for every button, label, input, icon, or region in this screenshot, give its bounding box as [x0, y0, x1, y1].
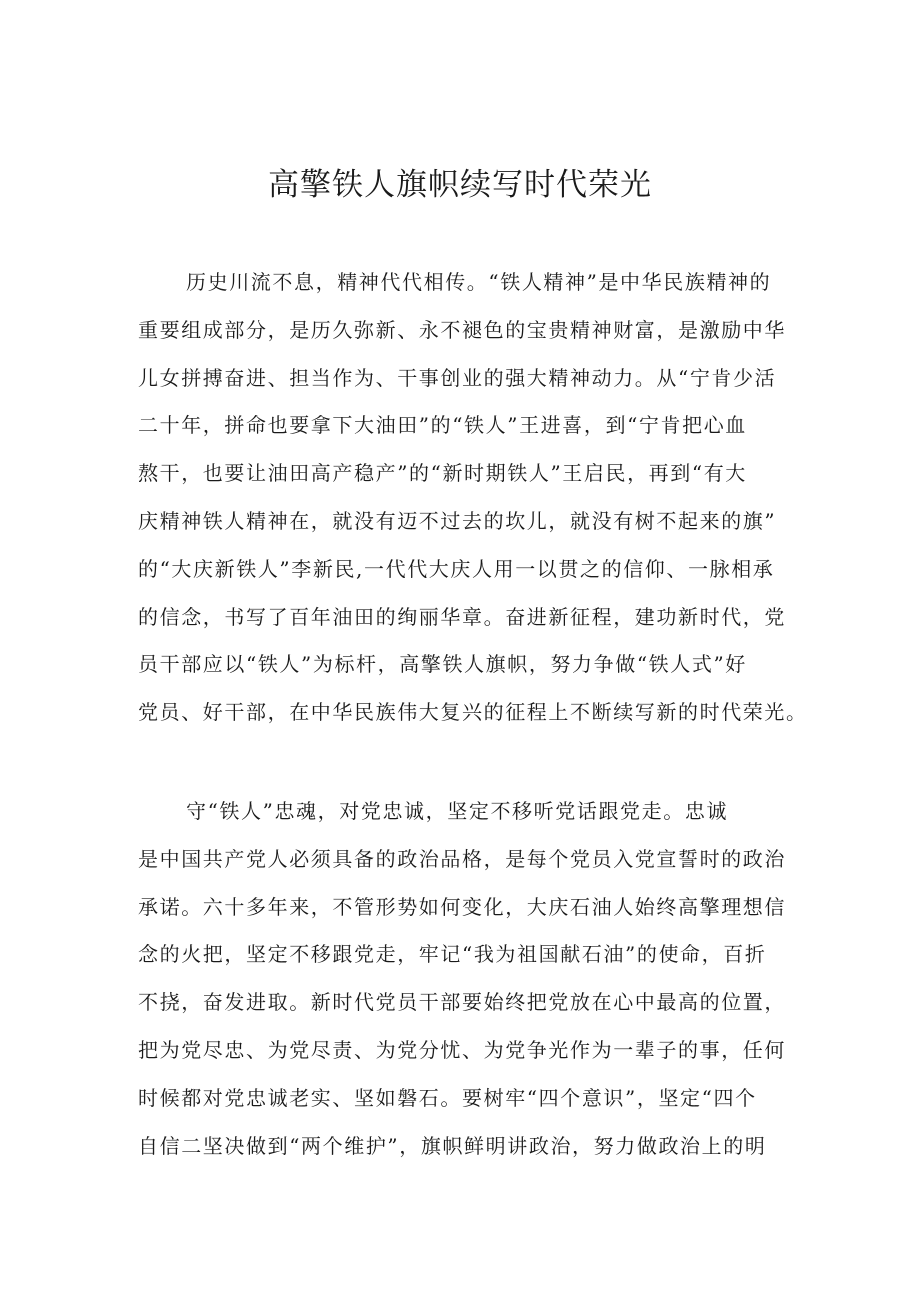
paragraph-line: 二十年，拼命也要拿下大油田”的“铁人”王进喜，到“宁肯把心血: [138, 413, 747, 438]
paragraph-line: 历史川流不息，精神代代相传。“铁人精神”是中华民族精神的: [186, 270, 772, 294]
paragraph-line: 时候都对党忠诚老实、坚如磐石。要树牢“四个意识”，坚定“四个: [138, 1085, 757, 1110]
paragraph-line: 熬干，也要让油田高产稳产”的“新时期铁人”王启民，再到“有大: [138, 461, 747, 486]
paragraph-line: 的信念，书写了百年油田的绚丽华章。奋进新征程，建功新时代，党: [138, 604, 786, 629]
paragraph-line: 不挠，奋发进取。新时代党员干部要始终把党放在心中最高的位置，: [138, 990, 786, 1015]
paragraph-line: 念的火把，坚定不移跟党走，牢记“我为祖国献石油”的使命，百折: [138, 942, 767, 967]
paragraph-line: 党员、好干部，在中华民族伟大复兴的征程上不断续写新的时代荣光。: [138, 700, 808, 725]
paragraph-line: 儿女拼搏奋进、担当作为、干事创业的强大精神动力。从“宁肯少活: [138, 365, 777, 390]
document-title: 高擎铁人旗帜续写时代荣光: [268, 167, 652, 203]
paragraph-line: 守“铁人”忠魂，对党忠诚，坚定不移听党话跟党走。忠诚: [186, 799, 729, 823]
paragraph-line: 自信二坚决做到“两个维护”，旗帜鲜明讲政治，努力做政治上的明: [138, 1133, 767, 1158]
paragraph-line: 是中国共产党人必须具备的政治品格，是每个党员入党宣誓时的政治: [138, 846, 786, 871]
paragraph-line: 庆精神铁人精神在，就没有迈不过去的坎儿，就没有树不起来的旗”: [138, 508, 777, 533]
paragraph-line: 的“大庆新铁人”李新民,一代代大庆人用一以贯之的信仰、一脉相承: [138, 556, 775, 581]
paragraph-line: 把为党尽忠、为党尽责、为党分忧、为党争光作为一辈子的事，任何: [138, 1037, 786, 1062]
paragraph-line: 员干部应以“铁人”为标杆，高擎铁人旗帜，努力争做“铁人式”好: [138, 652, 747, 677]
paragraph-1: [138, 266, 808, 744]
paragraph-line: 承诺。六十多年来，不管形势如何变化，大庆石油人始终高擎理想信: [138, 894, 786, 919]
paragraph-line: 重要组成部分，是历久弥新、永不褪色的宝贵精神财富，是激励中华: [138, 317, 786, 342]
paragraph-2: [138, 795, 798, 1177]
